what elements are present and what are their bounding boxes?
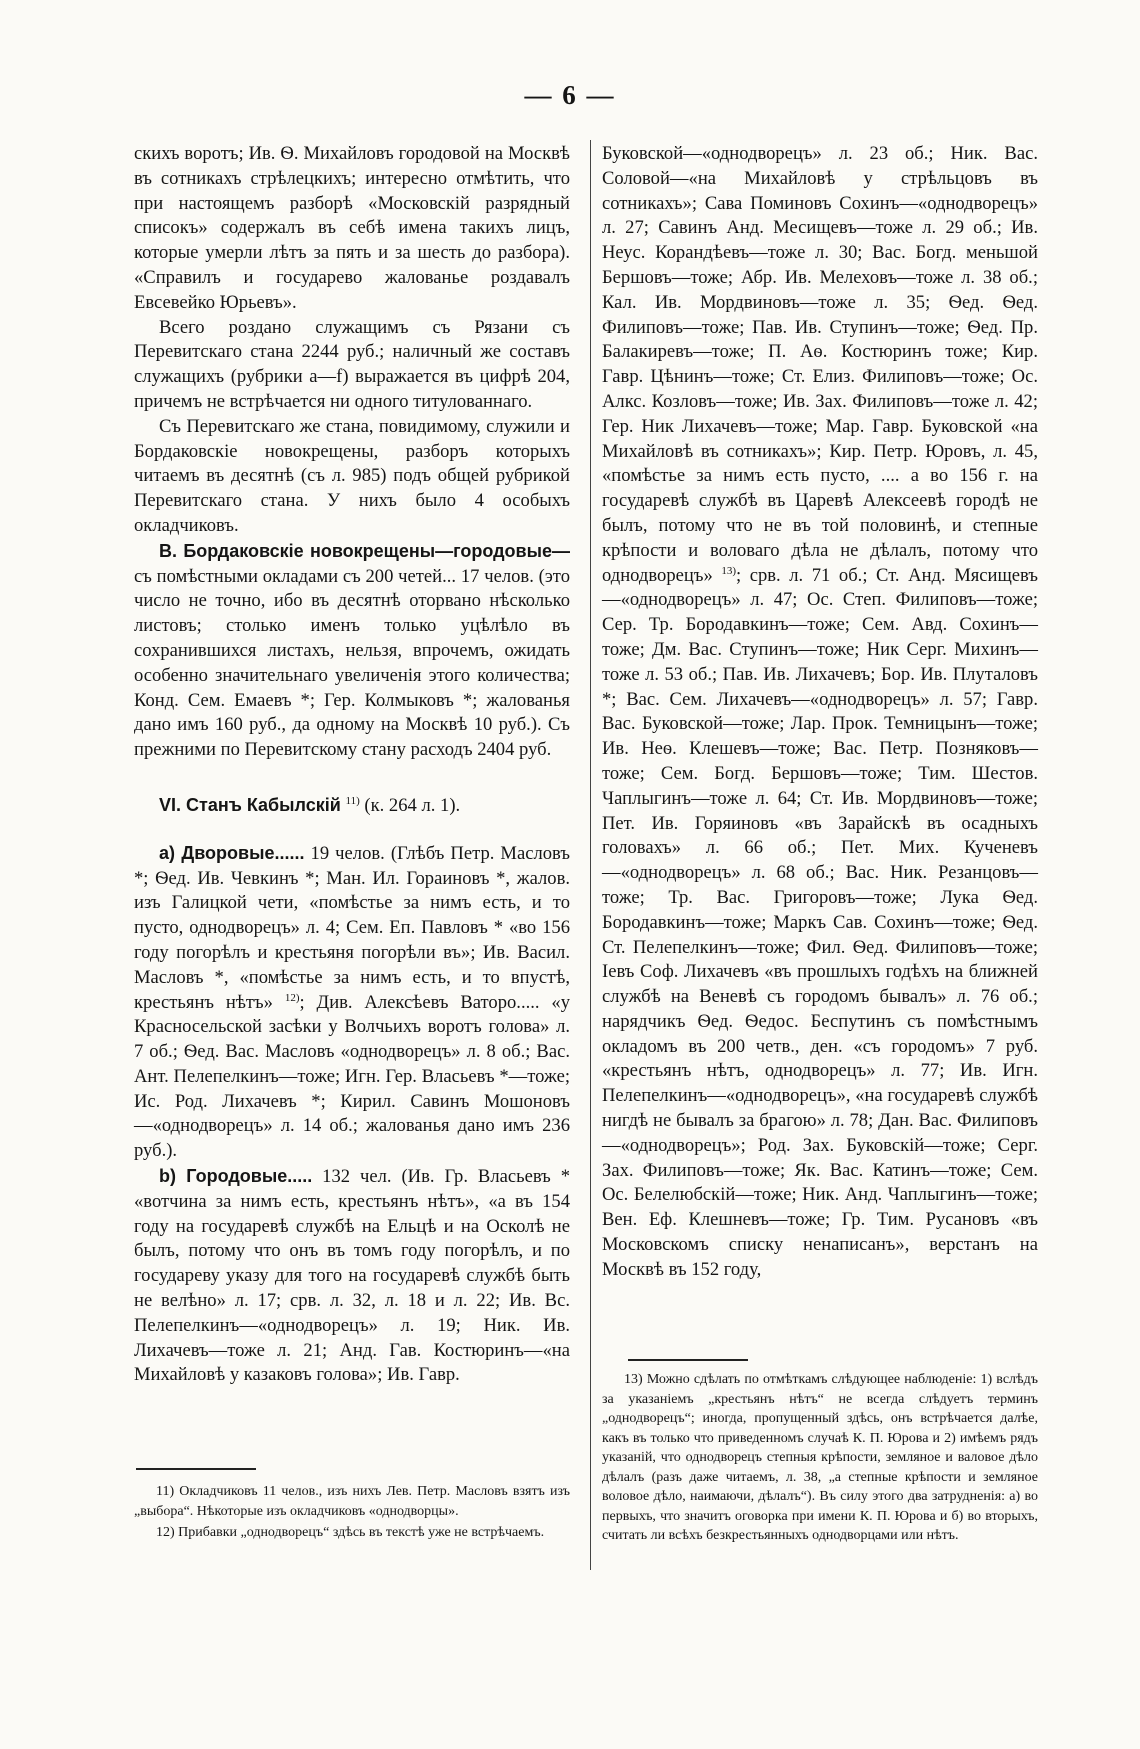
paragraph: Съ Перевитскаго же стана, повидимому, служили и Бордаковскіе новокрещены, разборъ которыхъ читаемъ въ десятнѣ (съ л. 985) подъ общей рубрикой Перевитскаго стана. У нихъ было 4 особыхъ окладчиковъ.: [134, 415, 570, 536]
footnote-marker: 11): [345, 794, 360, 807]
paragraph: Всего роздано служащимъ съ Рязани съ Перевитскаго стана 2244 руб.; наличный же составъ служащихъ (рубрики а—f) выражается въ цифрѣ 204, причемъ не встрѣчается ни одного титулованнаго.: [134, 316, 570, 412]
left-column: [134, 142, 570, 1388]
paragraph: [134, 1164, 570, 1388]
paragraph: скихъ воротъ; Ив. Ѳ. Михайловъ городовой на Москвѣ въ сотникахъ стрѣлецкихъ; интересно отмѣтить, что при настоящемъ разборѣ «Московскій разрядный списокъ» содержалъ въ себѣ имена такихъ лицъ, которые умерли лѣтъ за пять и за шесть до разбора). «Справилъ и государево жалованье роздавалъ Евсевейко Юрьевъ».: [134, 143, 570, 313]
footnote: 12) Прибавки „однодворецъ“ здѣсь въ текстѣ уже не встрѣчаемъ.: [156, 1525, 545, 1540]
right-column: [602, 142, 1038, 1283]
footnote-marker: 13): [721, 564, 736, 577]
paragraph: [134, 841, 570, 1164]
subsection-title: B. Бордаковскіе новокрещены—городовые—: [159, 540, 570, 561]
column-divider: [590, 140, 591, 1570]
paragraph-text: ; срв. л. 71 об.; Ст. Анд. Мясищевъ—«однодворецъ» л. 47; Ос. Степ. Филиповъ—тоже; Сер. Тр. Бородавкинъ—тоже; Сем. Авд. Сохинъ—тоже; Дм. Вас. Ступинъ—тоже; Ник Серг. Михинъ—тоже л. 53 об.; Пав. Ив. Лихачевъ; Бор. Ив. Плуталовъ *; Вас. Сем. Лихачевъ—«однодворецъ» л. 57; Гавр. Вас. Буковской—тоже; Лар. Прок. Темницынъ—тоже; Ив. Неѳ. Клешевъ—тоже; Вас. Петр. Позняковъ—тоже; Сем. Богд. Бершовъ—тоже; Тим. Шестов. Чаплыгинъ—тоже л. 64; Ст. Ив. Мордвиновъ—тоже; Пет. Ив. Горяиновъ «въ Зарайскѣ въ осадныхъ головахъ» л. 66 об.; Пет. Мих. Кученевъ—«однодворецъ» л. 68 об.; Вас. Ник. Резанцовъ—тоже; Тр. Вас. Григоровъ—тоже; Лука Ѳед. Бородавкинъ—тоже; Маркъ Сав. Сохинъ—тоже; Ѳед. Ст. Пелепелкинъ—тоже; Фил. Ѳед. Филиповъ—тоже; Іевъ Соф. Лихачевъ «въ прошлыхъ годѣхъ на ближней службѣ на Веневѣ съ городомъ бывалъ» л. 76 об.; нарядчикъ Ѳед. Ѳедос. Беспутинъ съ помѣстнымъ окладомъ въ 200 четв., ден. «съ городомъ» 7 руб. «крестьянъ нѣтъ, однодворецъ» л. 77; Ив. Игн. Пелепелкинъ—«однодворецъ», «на государевѣ службѣ нигдѣ не бывалъ за брагою» л. 78; Дан. Вас. Филиповъ—«однодворецъ»; Род. Зах. Буковскій—тоже; Серг. Зах. Филиповъ—тоже; Як. Вас. Катинъ—тоже; Сем. Ос. Белелюбскій—тоже; Ник. Анд. Чаплыгинъ—тоже; Вен. Еф. Клешневъ—тоже; Гр. Тим. Русановъ «въ Московскомъ списку ненаписанъ», верстанъ на Москвѣ въ 152 году,: [602, 564, 1038, 1280]
footnotes-right: [602, 1370, 1038, 1548]
section-reference: (к. 264 л. 1).: [364, 794, 461, 816]
page-number: — 6 —: [524, 80, 616, 110]
paragraph-text: Буковской—«однодворецъ» л. 23 об.; Ник. Вас. Соловой—«на Михайловѣ у стрѣльцовъ въ сотникахъ»; Сава Поминовъ Сохинъ—«однодворецъ» л. 27; Савинъ Анд. Месищевъ—тоже л. 29 об.; Ив. Неус. Корандѣевъ—тоже л. 30; Вас. Богд. меньшой Бершовъ—тоже; Абр. Ив. Мелеховъ—тоже л. 38 об.; Кал. Ив. Мордвиновъ—тоже л. 35; Ѳед. Ѳед. Филиповъ—тоже; Пав. Ив. Ступинъ—тоже; Ѳед. Пр. Балакиревъ—тоже; П. Аѳ. Костюринъ тоже; Кир. Гавр. Цѣнинъ—тоже; Ст. Елиз. Филиповъ—тоже; Ос. Алкс. Козловъ—тоже; Ив. Зах. Филиповъ—тоже л. 42; Гер. Ник Лихачевъ—тоже; Мар. Гавр. Буковской «на Михайловѣ въ сотникахъ»; Кир. Петр. Юровъ, л. 45, «помѣстье за нимъ есть пусто, .... а во 156 г. на государевѣ службѣ въ Царевѣ Алексеевѣ городѣ не былъ, потому что не въ той половинѣ, и степные крѣпости и воловаго дѣла не дѣлалъ, потому что однодворецъ»: [602, 143, 1038, 586]
footnote-marker: 12): [284, 991, 300, 1004]
footnote: 13) Можно сдѣлать по отмѣткамъ слѣдующее наблюденіе: 1) вслѣдъ за указаніемъ „крестьянъ нѣтъ“ не всегда слѣдуетъ терминъ „однодворецъ“; иногда, пропущенный здѣсь, онъ встрѣчается далѣе, какъ въ только что приведенномъ случаѣ К. П. Юрова и 2) имѣемъ рядъ указаній, что однодворецъ степныя крѣпости, земляное и валовое дѣло дѣлалъ (разъ даже читаемъ, л. 38, „а степные крѣпости и земляное воловое дѣло, наимаючи, дѣлалъ“). Въ силу этого два затрудненія: а) во первыхъ, что значитъ оговорка при имени К. П. Юрова и б) во вторыхъ, считать ли всѣхъ безкрестьянныхъ однодворцами или нѣтъ.: [602, 1372, 1038, 1543]
footnotes-left: [134, 1482, 570, 1545]
footnote: 11) Окладчиковъ 11 челов., изъ нихъ Лев. Петр. Масловъ взятъ изъ „выбора“. Нѣкоторые изъ окладчиковъ «однодворцы».: [134, 1484, 570, 1519]
subsection-title: b) Городовые.....: [159, 1166, 313, 1187]
section-title: VI. Станъ Кабылскій: [159, 794, 341, 815]
paragraph: [602, 142, 1038, 1283]
footnote-divider: [136, 1468, 256, 1470]
footnote-divider: [628, 1359, 748, 1361]
section-heading: [134, 793, 570, 819]
paragraph-text: 19 челов. (Глѣбъ Петр. Масловъ *; Ѳед. Ив. Чевкинъ *; Ман. Ил. Гораиновъ *, жалов. изъ Галицкой чети, «помѣстье за нимъ есть, и то пусто, однодворецъ» л. 4; Сем. Еп. Павловъ * «во 156 году погорѣлъ и крестьяня погорѣли въ»; Ив. Васил. Масловъ *, «помѣстье за нимъ есть, и то впустѣ, крестьянъ нѣтъ»: [134, 842, 570, 1013]
subsection-title: а) Дворовые......: [159, 842, 305, 863]
paragraph-text: съ помѣстными окладами съ 200 четей... 17 челов. (это число не точно, ибо въ десятнѣ оторвано нѣсколько листовъ; столько именъ только уцѣлѣло въ сохранившихся листахъ, нельзя, впрочемъ, ожидать особенно значительнаго увеличенія этого количества; Конд. Сем. Емаевъ *; Гер. Колмыковъ *; жалованья дано имъ 160 руб., да одному на Москвѣ 10 руб.). Съ прежними по Перевитскому стану расходъ 2404 руб.: [134, 565, 570, 761]
paragraph-text: 132 чел. (Ив. Гр. Власьевъ * «вотчина за нимъ есть, крестьянъ нѣтъ», «а въ 154 году на государевѣ службѣ на Ельцѣ и на Осколѣ не былъ, потому что онъ въ томъ году погорѣлъ, и по государеву указу для того на государевѣ службѣ быть не велѣно» л. 17; срв. л. 32, л. 18 и л. 22; Ив. Вс. Пелепелкинъ—«однодворецъ» л. 19; Ник. Ив. Лихачевъ—тоже л. 21; Анд. Гав. Костюринъ—«на Михайловѣ у казаковъ голова»; Ив. Гавр.: [134, 1166, 571, 1386]
paragraph: [134, 539, 570, 763]
paragraph-text: ; Див. Алексѣевъ Ваторо..... «у Красносельской засѣки у Волчьихъ воротъ голова» л. 7 об.; Ѳед. Вас. Масловъ «однодворецъ» л. 8 об.; Вас. Ант. Пелепелкинъ—тоже; Игн. Гер. Власьевъ *—тоже; Ис. Род. Лихачевъ *; Кирил. Савинъ Мошоновъ—«однодворецъ» л. 14 об.; жалованья дано имъ 236 руб.).: [134, 991, 570, 1162]
